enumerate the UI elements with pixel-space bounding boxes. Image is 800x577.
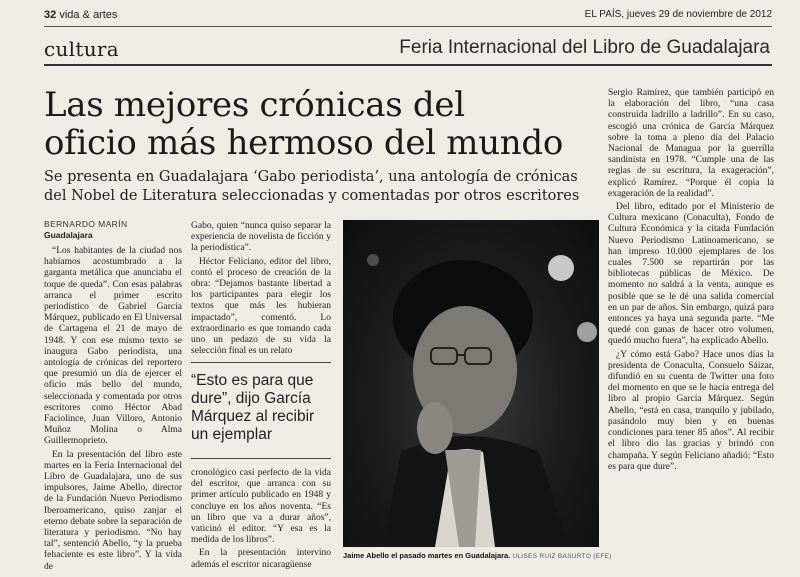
section-name: cultura	[44, 37, 119, 61]
paragraph: En la presentación intervino además el escritor nicaragüense	[191, 548, 331, 570]
header-rule	[44, 26, 772, 27]
portrait-image	[343, 220, 599, 547]
paragraph: Héctor Feliciano, editor del libro, contó el proceso de creación de la obra: “Dejamos bastante libertad a los participantes para elegir los textos que más les hubieran impactado”, comentó. Lo extraordinario es que tomando cada uno un pedazo de su vida la selección final es un relato	[191, 256, 331, 357]
article-column-2	[191, 221, 331, 357]
article-column-2-continued	[191, 468, 331, 572]
news-photo	[343, 220, 599, 547]
page-header	[44, 9, 772, 23]
caption-text: Jaime Abello el pasado martes en Guadalajara.	[343, 551, 511, 560]
event-name: Feria Internacional del Libro de Guadalajara	[399, 37, 770, 58]
pull-quote-rule	[191, 458, 331, 459]
byline	[44, 219, 128, 241]
section-tag: vida & artes	[59, 9, 118, 21]
article-column-4	[608, 88, 774, 574]
photo-caption	[343, 551, 612, 560]
paragraph: ¿Y cómo está Gabo? Hace unos días la presidenta de Conaculta, Consuelo Sáizar, difundió en su cuenta de Twitter una foto del momento en que se le hacía entrega del libro al propio García Márquez. Según Abello, “está en casa, tranquilo y jubilado, pasándolo muy bien y en buenas condiciones para tener 85 años”. Al recibir el libro dio las gracias y brindó con champaña. Y según Feliciano añadió: “Esto es para que dure”.	[608, 349, 774, 472]
paragraph: “Los habitantes de la ciudad nos habíamos acostumbrado a la garganta metálica que anunciaba el toque de queda”. Con esas palabras arranca el primer escrito periodístico de Gabriel García Márquez, publicado en El Universal de Cartagena el 21 de mayo de 1948. Y con ese mismo texto se inaugura Gabo periodista, una antología de crónicas del reportero que presumió un día de ejercer el oficio más bello del mundo, seleccionada y comentada por otros escritores como Héctor Abad Faciolince, Juan Villoro, Antonio Muñoz Molina o Alma Guillermoprieto.	[44, 246, 182, 447]
headline: Las mejores crónicas del oficio más hermoso del mundo	[44, 85, 564, 163]
paragraph: Del libro, editado por el Ministerio de Cultura mexicano (Conaculta), Fondo de Cultura Económica y la citada Fundación Nuevo Periodismo Latinoamericano, se han impreso 10.000 ejemplares de los cuales 7.500 se repartirán por las bibliotecas públicas de México. De momento no saldrá a la venta, aunque es posible que se le dé una salida comercial en un par de años. Sin embargo, quizá para entonces ya haya una segunda parte. “Me quedé con ganas de hacer otro volumen, quedó mucho fuera”, ha explicado Abello.	[608, 202, 774, 347]
pull-quote-rule	[191, 362, 331, 363]
paragraph: Sergio Ramírez, que también participó en la elaboración del libro, “una casa construida ladrillo a ladrillo”. En su caso, escogió una crónica de García Márquez sobre la toma a pleno día del Palacio Nacional de Managua por la guerrilla sandinista en 1978. “Cumple una de las reglas de su escritura, la exageración”, explicó Ramírez. “Porque él copia la exageración de la realidad”.	[608, 88, 774, 199]
paper-date: EL PAÍS, jueves 29 de noviembre de 2012	[584, 9, 772, 20]
author: BERNARDO MARÍN	[44, 219, 128, 229]
subtitle: Se presenta en Guadalajara ‘Gabo periodista’, una antología de crónicas del Nobel de Literatura seleccionadas y comentadas por otros escritores	[44, 169, 580, 204]
page-number: 32	[44, 9, 57, 21]
paragraph: Gabo, quien “nunca quiso separar la experiencia de novelista de ficción y la periodística”.	[191, 221, 331, 254]
article-column-1	[44, 246, 182, 570]
photo-credit: ULISES RUIZ BASURTO (EFE)	[512, 553, 612, 560]
paragraph: cronológico casi perfecto de la vida del escritor, que arranca con su primer artículo publicado en 1948 y concluye en los años noventa. “Es un libro que va a durar años”, vaticinó el editor. “Y esa es la medida de los libros”.	[191, 468, 331, 546]
section-rule	[44, 64, 772, 66]
paragraph: En la presentación del libro este martes en la Feria Internacional del Libro de Guadalajara, uno de sus impulsores, Jaime Abello, director de la Fundación Nuevo Periodismo Iberoamericano, quiso zanjar el eterno debate sobre la separación de literatura y periodismo. “No hay tal”, sentenció Abello, “y la prueba fehaciente es este libro”. Y la vida de	[44, 449, 182, 572]
dateline-place: Guadalajara	[44, 230, 93, 240]
pull-quote: “Esto es para que dure”, dijo García Márquez al recibir un ejemplar	[191, 372, 315, 443]
